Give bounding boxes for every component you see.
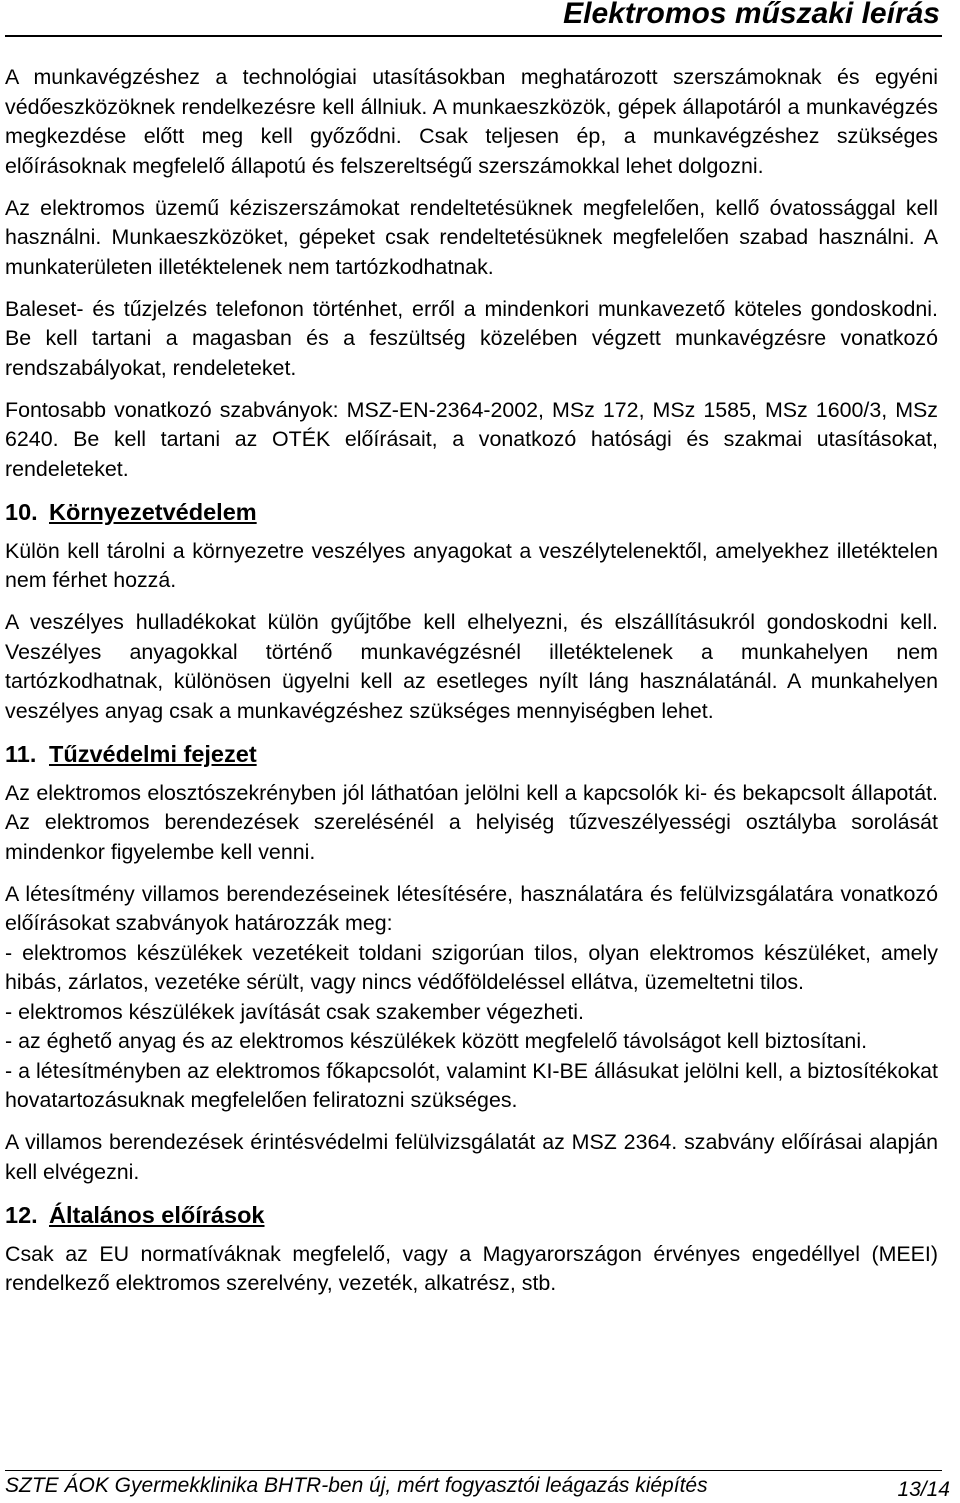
footer-text: SZTE ÁOK Gyermekklinika BHTR-ben új, mért fogyasztói leágazás kiépítés bbox=[5, 1474, 708, 1497]
list-item: - az éghető anyag és az elektromos készülékek között megfelelő távolságot kell biztosítani. bbox=[5, 1029, 868, 1053]
section-heading-general bbox=[5, 1200, 938, 1230]
paragraph-fire-alarm: Baleset- és tűzjelzés telefonon történhet, erről a mindenkori munkavezető köteles gondoskodni. Be kell tartani a magasban és a feszültség közelében végzett munkavégzésre vonatkozó rendszabályokat, rendeleteket. bbox=[5, 296, 938, 380]
paragraph-standards: Fontosabb vonatkozó szabványok: MSZ-EN-2364-2002, MSz 172, MSz 1585, MSz 1600/3, MSz 6240. Be kell tartani az OTÉK előírásait, a vonatkozó hatósági és szakmai utasításokat, rendeleteket. bbox=[5, 397, 938, 481]
header-divider bbox=[5, 35, 942, 37]
section-number: 10. bbox=[5, 498, 38, 525]
footer-divider bbox=[5, 1470, 942, 1471]
section-title: Általános előírások bbox=[49, 1201, 265, 1228]
paragraph-hazardous-storage: Külön kell tárolni a környezetre veszélyes anyagokat a veszélytelenektől, amelyekhez illetéktelen nem férhet hozzá. bbox=[5, 538, 938, 592]
page-footer bbox=[5, 1473, 950, 1499]
section-number: 12. bbox=[5, 1201, 38, 1228]
page-number: 13/14 bbox=[897, 1478, 950, 1501]
paragraph-hand-tools: Az elektromos üzemű kéziszerszámokat rendeltetésüknek megfelelően, kellő óvatossággal kell használni. Munkaeszközöket, gépeket csak rendeltetésüknek megfelelően szabad használni. A munkaterületen illetéktelenek nem tartózkodhatnak. bbox=[5, 195, 938, 279]
paragraph-eu-norms: Csak az EU normatíváknak megfelelő, vagy a Magyarországon érvényes engedéllyel (MEEI) rendelkező elektromos szerelvény, vezeték, alkatrész, stb. bbox=[5, 1241, 938, 1295]
header-title: Elektromos műszaki leírás bbox=[563, 0, 940, 30]
section-title: Környezetvédelem bbox=[49, 498, 257, 525]
section-heading-environment bbox=[5, 497, 938, 527]
paragraph-hazardous-waste: A veszélyes hulladékokat külön gyűjtőbe kell elhelyezni, és elszállításukról gondoskodni kell. Veszélyes anyagokkal történő munkavégzésnél illetéktelenek a munkahelyen nem tartózkodhatnak, különösen ügyelni kell az esetleges nyílt láng használatánál. A munkahelyen veszélyes anyag csak a munkavégzéshez szükséges mennyiségben lehet. bbox=[5, 610, 938, 723]
paragraph-distribution-cabinet: Az elektromos elosztószekrényben jól láthatóan jelölni kell a kapcsolók ki- és bekapcsolt állapotát. Az elektromos berendezések szerelésénél a helyiség tűzveszélyességi osztályba sorolását mindenkor figyelembe kell venni. bbox=[5, 780, 938, 864]
section-number: 11. bbox=[5, 740, 37, 767]
section-heading-fire-protection bbox=[5, 739, 938, 769]
list-item: - a létesítményben az elektromos főkapcsolót, valamint KI-BE állásukat jelölni kell, a biztosítékokat hovatartozásuknak megfelelően feliratozni szükséges. bbox=[5, 1058, 938, 1112]
paragraph-shock-protection: A villamos berendezések érintésvédelmi felülvizsgálatát az MSZ 2364. szabvány előírásai alapján kell elvégezni. bbox=[5, 1130, 938, 1184]
document-body bbox=[5, 63, 938, 1311]
list-item: - elektromos készülékek vezetékeit toldani szigorúan tilos, olyan elektromos készüléket, amely hibás, zárlatos, vezetéke sérült, vagy nincs védőföldeléssel ellátva, üzemeltetni tilos. bbox=[5, 940, 938, 994]
section-title: Tűzvédelmi fejezet bbox=[49, 740, 257, 767]
paragraph-tools: A munkavégzéshez a technológiai utasításokban meghatározott szerszámoknak és egyéni védőeszközöknek rendelkezésre kell állniuk. A munkaeszközök, gépek állapotáról a munkavégzés megkezdése előtt meg kell győződni. Csak teljesen ép, a munkavégzéshez szükséges előírásoknak megfelelő állapotú és felszereltségű szerszámokkal lehet dolgozni. bbox=[5, 65, 938, 178]
paragraph-regulations-intro: A létesítmény villamos berendezéseinek létesítésére, használatára és felülvizsgálatára vonatkozó előírásokat szabványok határozzák meg: bbox=[5, 881, 938, 935]
list-item: - elektromos készülékek javítását csak szakember végezheti. bbox=[5, 999, 584, 1024]
